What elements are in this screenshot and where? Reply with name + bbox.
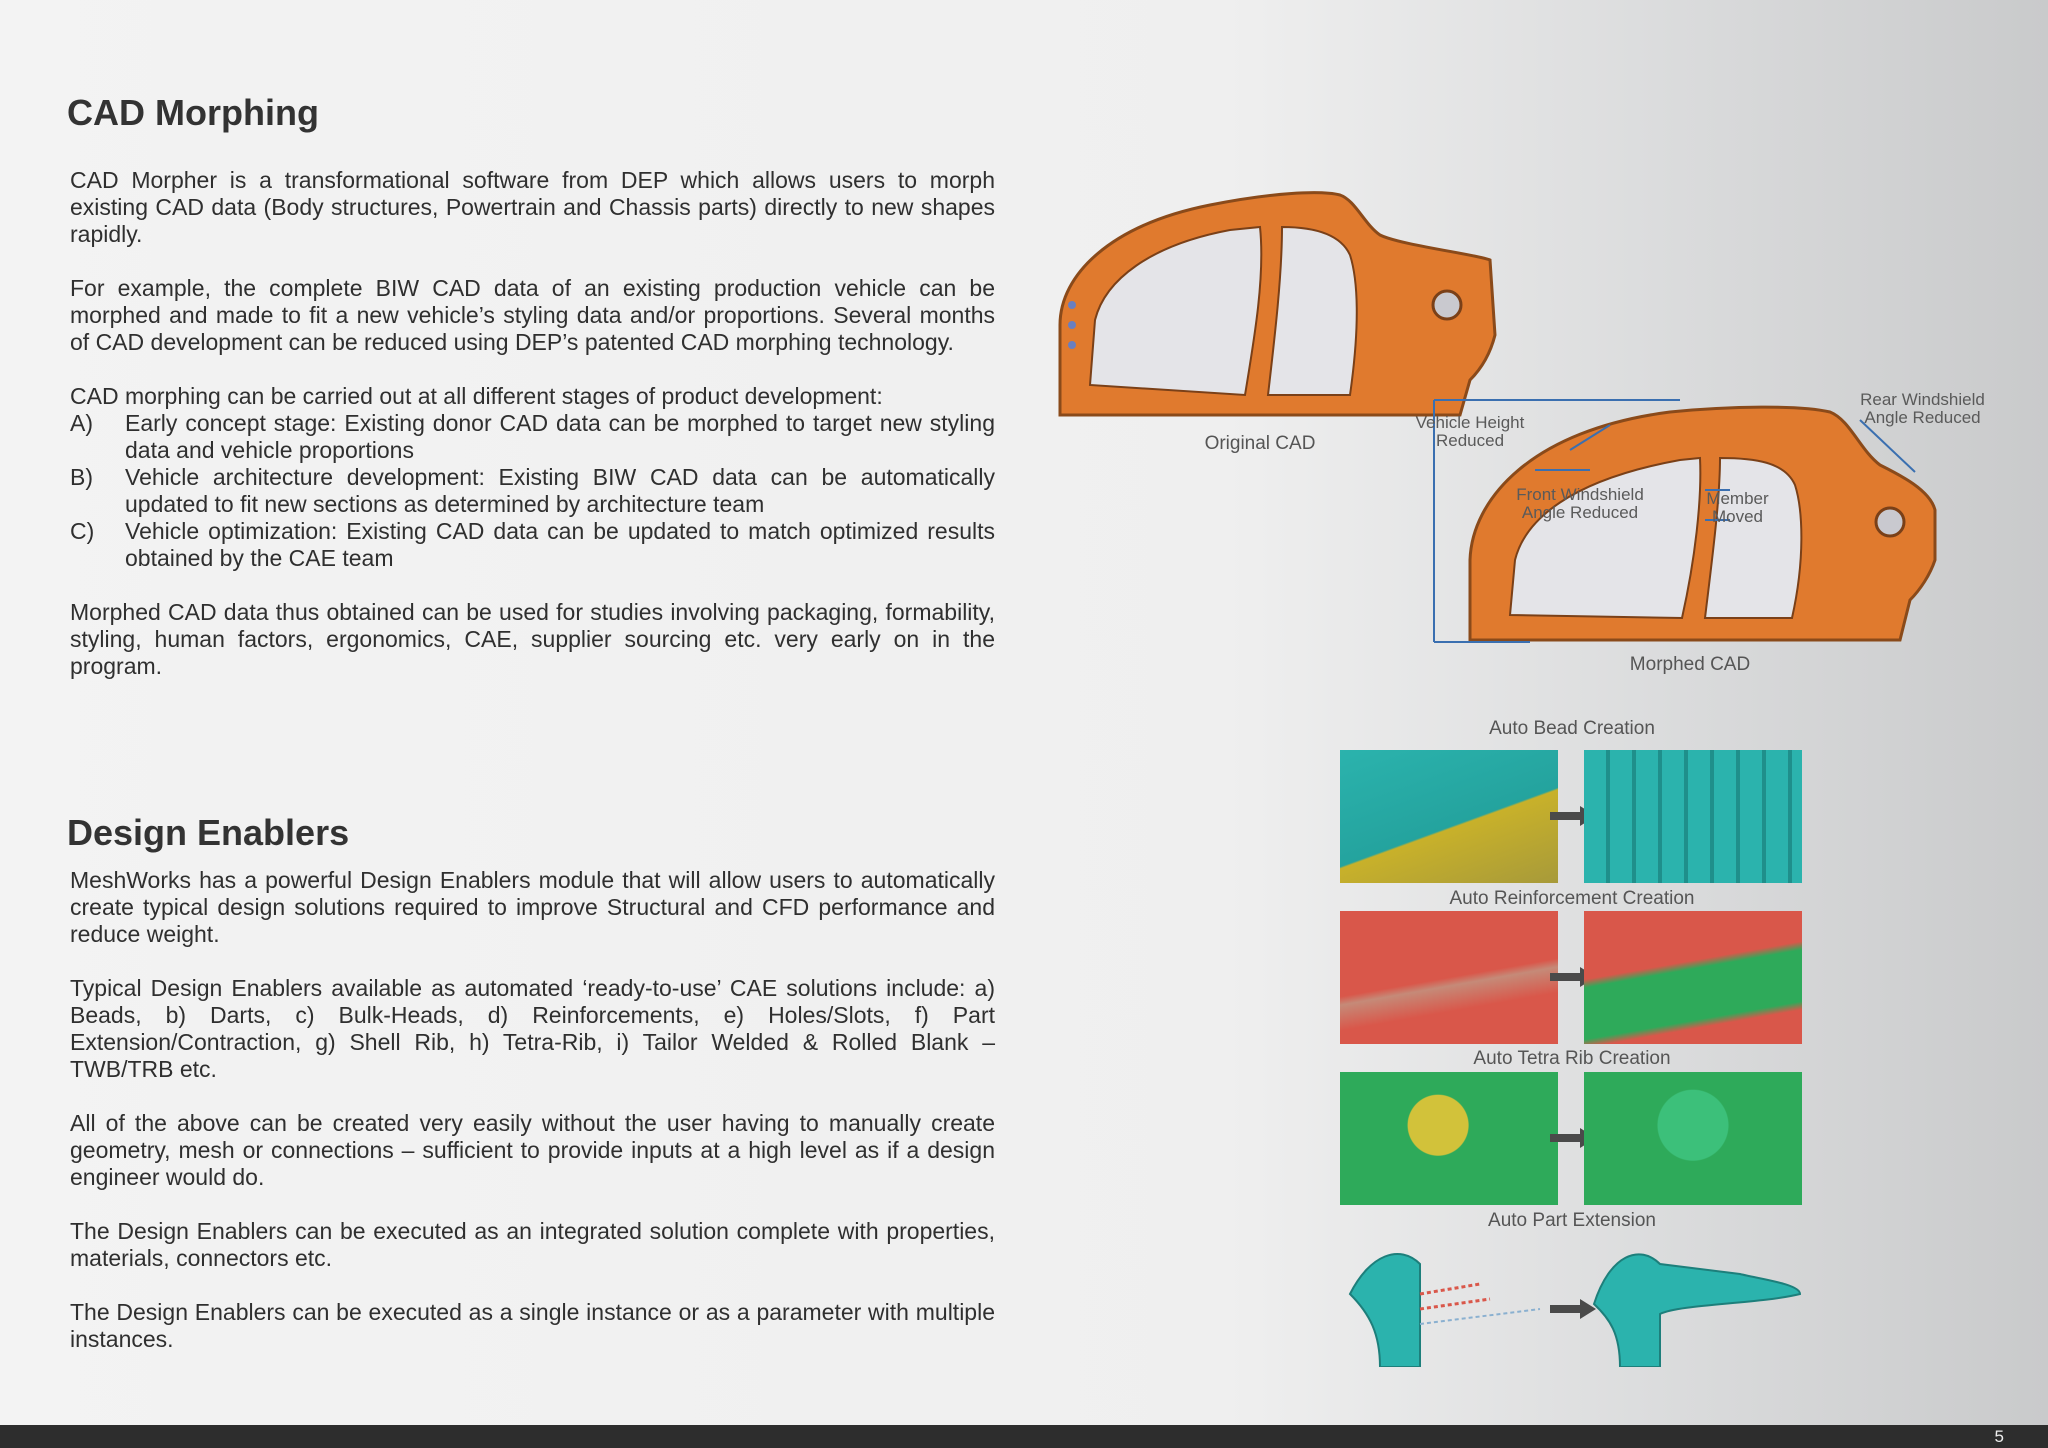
enabler-caption-tetra-rib: Auto Tetra Rib Creation bbox=[1473, 1048, 1671, 1069]
design-para-4: The Design Enablers can be executed as an integrated solution complete with properties, materials, connectors etc. bbox=[70, 1218, 995, 1271]
enabler-caption-reinforcement: Auto Reinforcement Creation bbox=[1449, 888, 1695, 909]
note-front-windshield: Front Windshield Angle Reduced bbox=[1516, 485, 1644, 522]
reinforcement-before-image bbox=[1340, 911, 1558, 1044]
original-cad-figure bbox=[1050, 185, 1500, 425]
note-vehicle-height: Vehicle Height Reduced bbox=[1415, 413, 1525, 450]
design-enablers-heading: Design Enablers bbox=[67, 812, 350, 853]
cad-para-4: Morphed CAD data thus obtained can be used for studies involving packaging, formability, styling, human factors, ergonomics, CAE, supplier sourcing etc. very early on in the program. bbox=[70, 599, 995, 679]
design-para-1: MeshWorks has a powerful Design Enablers module that will allow users to automatically create typical design solutions required to improve Structural and CFD performance and reduce weight. bbox=[70, 867, 995, 947]
cad-para-2: For example, the complete BIW CAD data of an existing production vehicle can be morphed and made to fit a new vehicle’s styling data and/or proportions. Several months of CAD development can be reduced using DEP’s patented CAD morphing technology. bbox=[70, 275, 995, 355]
reinforcement-after-image bbox=[1584, 911, 1802, 1044]
enabler-caption-bead: Auto Bead Creation bbox=[1489, 718, 1655, 739]
morphed-cad-caption: Morphed CAD bbox=[1629, 654, 1751, 675]
cad-morphing-heading: CAD Morphing bbox=[67, 92, 319, 133]
original-cad-caption: Original CAD bbox=[1204, 433, 1316, 454]
list-item: C) Vehicle optimization: Existing CAD data can be updated to match optimized results obtained by the CAE team bbox=[70, 518, 995, 571]
cad-para-3: CAD morphing can be carried out at all different stages of product development: bbox=[70, 383, 883, 409]
bead-before-image bbox=[1340, 750, 1558, 883]
note-member-moved: Member Moved bbox=[1706, 489, 1769, 526]
design-para-5: The Design Enablers can be executed as a single instance or as a parameter with multiple instances. bbox=[70, 1299, 995, 1352]
enabler-caption-part-extension: Auto Part Extension bbox=[1488, 1210, 1656, 1231]
tetra-rib-before-image bbox=[1340, 1072, 1558, 1205]
tetra-rib-after-image bbox=[1584, 1072, 1802, 1205]
page-number: 5 bbox=[1994, 1427, 2004, 1446]
list-item: B) Vehicle architecture development: Existing BIW CAD data can be automatically updated to fit new sections as determined by architecture team bbox=[70, 464, 995, 517]
cad-para-1: CAD Morpher is a transformational software from DEP which allows users to morph existing CAD data (Body structures, Powertrain and Chassis parts) directly to new shapes rapidly. bbox=[70, 167, 995, 247]
cad-stage-list bbox=[70, 410, 995, 572]
bead-after-image bbox=[1584, 750, 1802, 883]
arrow-icon bbox=[1550, 1299, 1596, 1319]
footer-bar bbox=[0, 1425, 2048, 1448]
list-item: A) Early concept stage: Existing donor CAD data can be morphed to target new styling data and vehicle proportions bbox=[70, 410, 995, 463]
design-para-3: All of the above can be created very easily without the user having to manually create geometry, mesh or connections – sufficient to provide inputs at a high level as if a design engineer would do. bbox=[70, 1110, 995, 1190]
cad-morphing-body bbox=[70, 167, 995, 680]
note-rear-windshield: Rear Windshield Angle Reduced bbox=[1860, 390, 1985, 427]
design-enablers-body bbox=[70, 867, 995, 1353]
part-extension-image bbox=[1340, 1234, 1804, 1367]
design-para-2: Typical Design Enablers available as automated ‘ready-to-use’ CAE solutions include: a) Beads, b) Darts, c) Bulk-Heads, d) Reinforcements, e) Holes/Slots, f) Part Extension/Contraction, g) Shell Rib, h) Tetra-Rib, i) Tailor Welded & Rolled Blank – TWB/TRB etc. bbox=[70, 975, 995, 1082]
